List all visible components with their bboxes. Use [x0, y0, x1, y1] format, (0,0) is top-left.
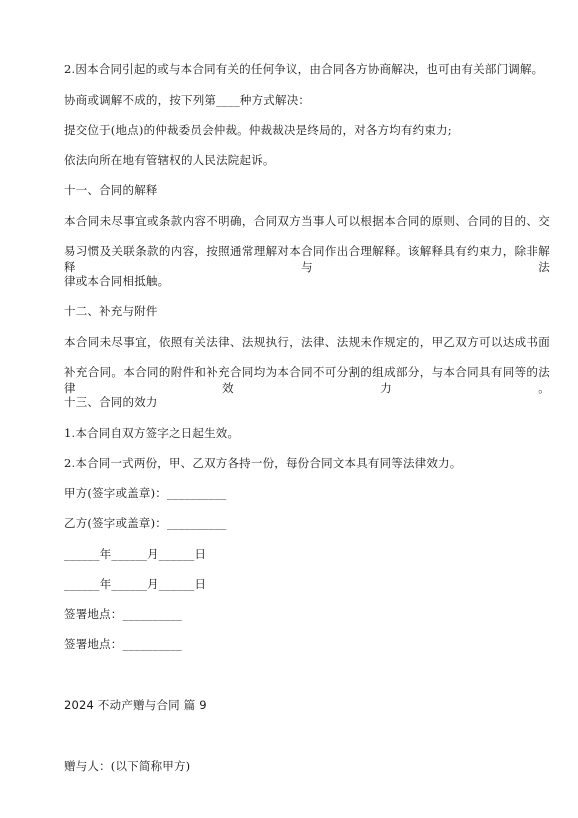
section13-item2: 2.本合同一式两份，甲、乙双方各持一份，每份合同文本具有同等法律效力。	[64, 456, 462, 470]
section13-heading: 十三、合同的效力	[64, 395, 158, 409]
party-b-signature: 乙方(签字或盖章)：__________	[64, 516, 227, 530]
signing-place-1: 签署地点：__________	[64, 607, 182, 621]
section12-line1: 本合同未尽事宜，依照有关法律、法规执行，法律、法规未作规定的，甲乙双方可以达成书面	[64, 335, 550, 349]
section11-line3: 律或本合同相抵触。	[64, 274, 170, 288]
date-line-1: ______年______月______日	[64, 547, 207, 561]
date-line-2: ______年______月______日	[64, 577, 207, 591]
signing-place-2: 签署地点：__________	[64, 637, 182, 651]
section11-line2: 易习惯及关联条款的内容，按照通常理解对本合同作出合理解释。该解释具有约束力，除非解释与法	[64, 244, 550, 274]
next-contract-title: 2024 不动产赠与合同 篇 9	[64, 698, 207, 712]
section11-line1: 本合同未尽事宜或条款内容不明确，合同双方当事人可以根据本合同的原则、合同的目的、交	[64, 214, 550, 228]
donor-line: 赠与人：(以下简称甲方)	[64, 759, 191, 773]
dispute-clause-line2: 协商或调解不成的，按下列第____种方式解决：	[64, 93, 311, 107]
party-a-signature: 甲方(签字或盖章)：__________	[64, 486, 227, 500]
section13-item1: 1.本合同自双方签字之日起生效。	[64, 426, 240, 440]
option-arbitration: 提交位于(地点)的仲裁委员会仲裁。仲裁裁决是终局的，对各方均有约束力;	[64, 123, 452, 137]
option-court: 依法向所在地有管辖权的人民法院起诉。	[64, 153, 275, 167]
dispute-clause-line1: 2.因本合同引起的或与本合同有关的任何争议，由合同各方协商解决，也可由有关部门调解。	[64, 62, 544, 76]
section12-line2: 补充合同。本合同的附件和补充合同均为本合同不可分割的组成部分，与本合同具有同等的法律效力。	[64, 365, 550, 395]
section12-heading: 十二、补充与附件	[64, 304, 158, 318]
section11-heading: 十一、合同的解释	[64, 183, 158, 197]
